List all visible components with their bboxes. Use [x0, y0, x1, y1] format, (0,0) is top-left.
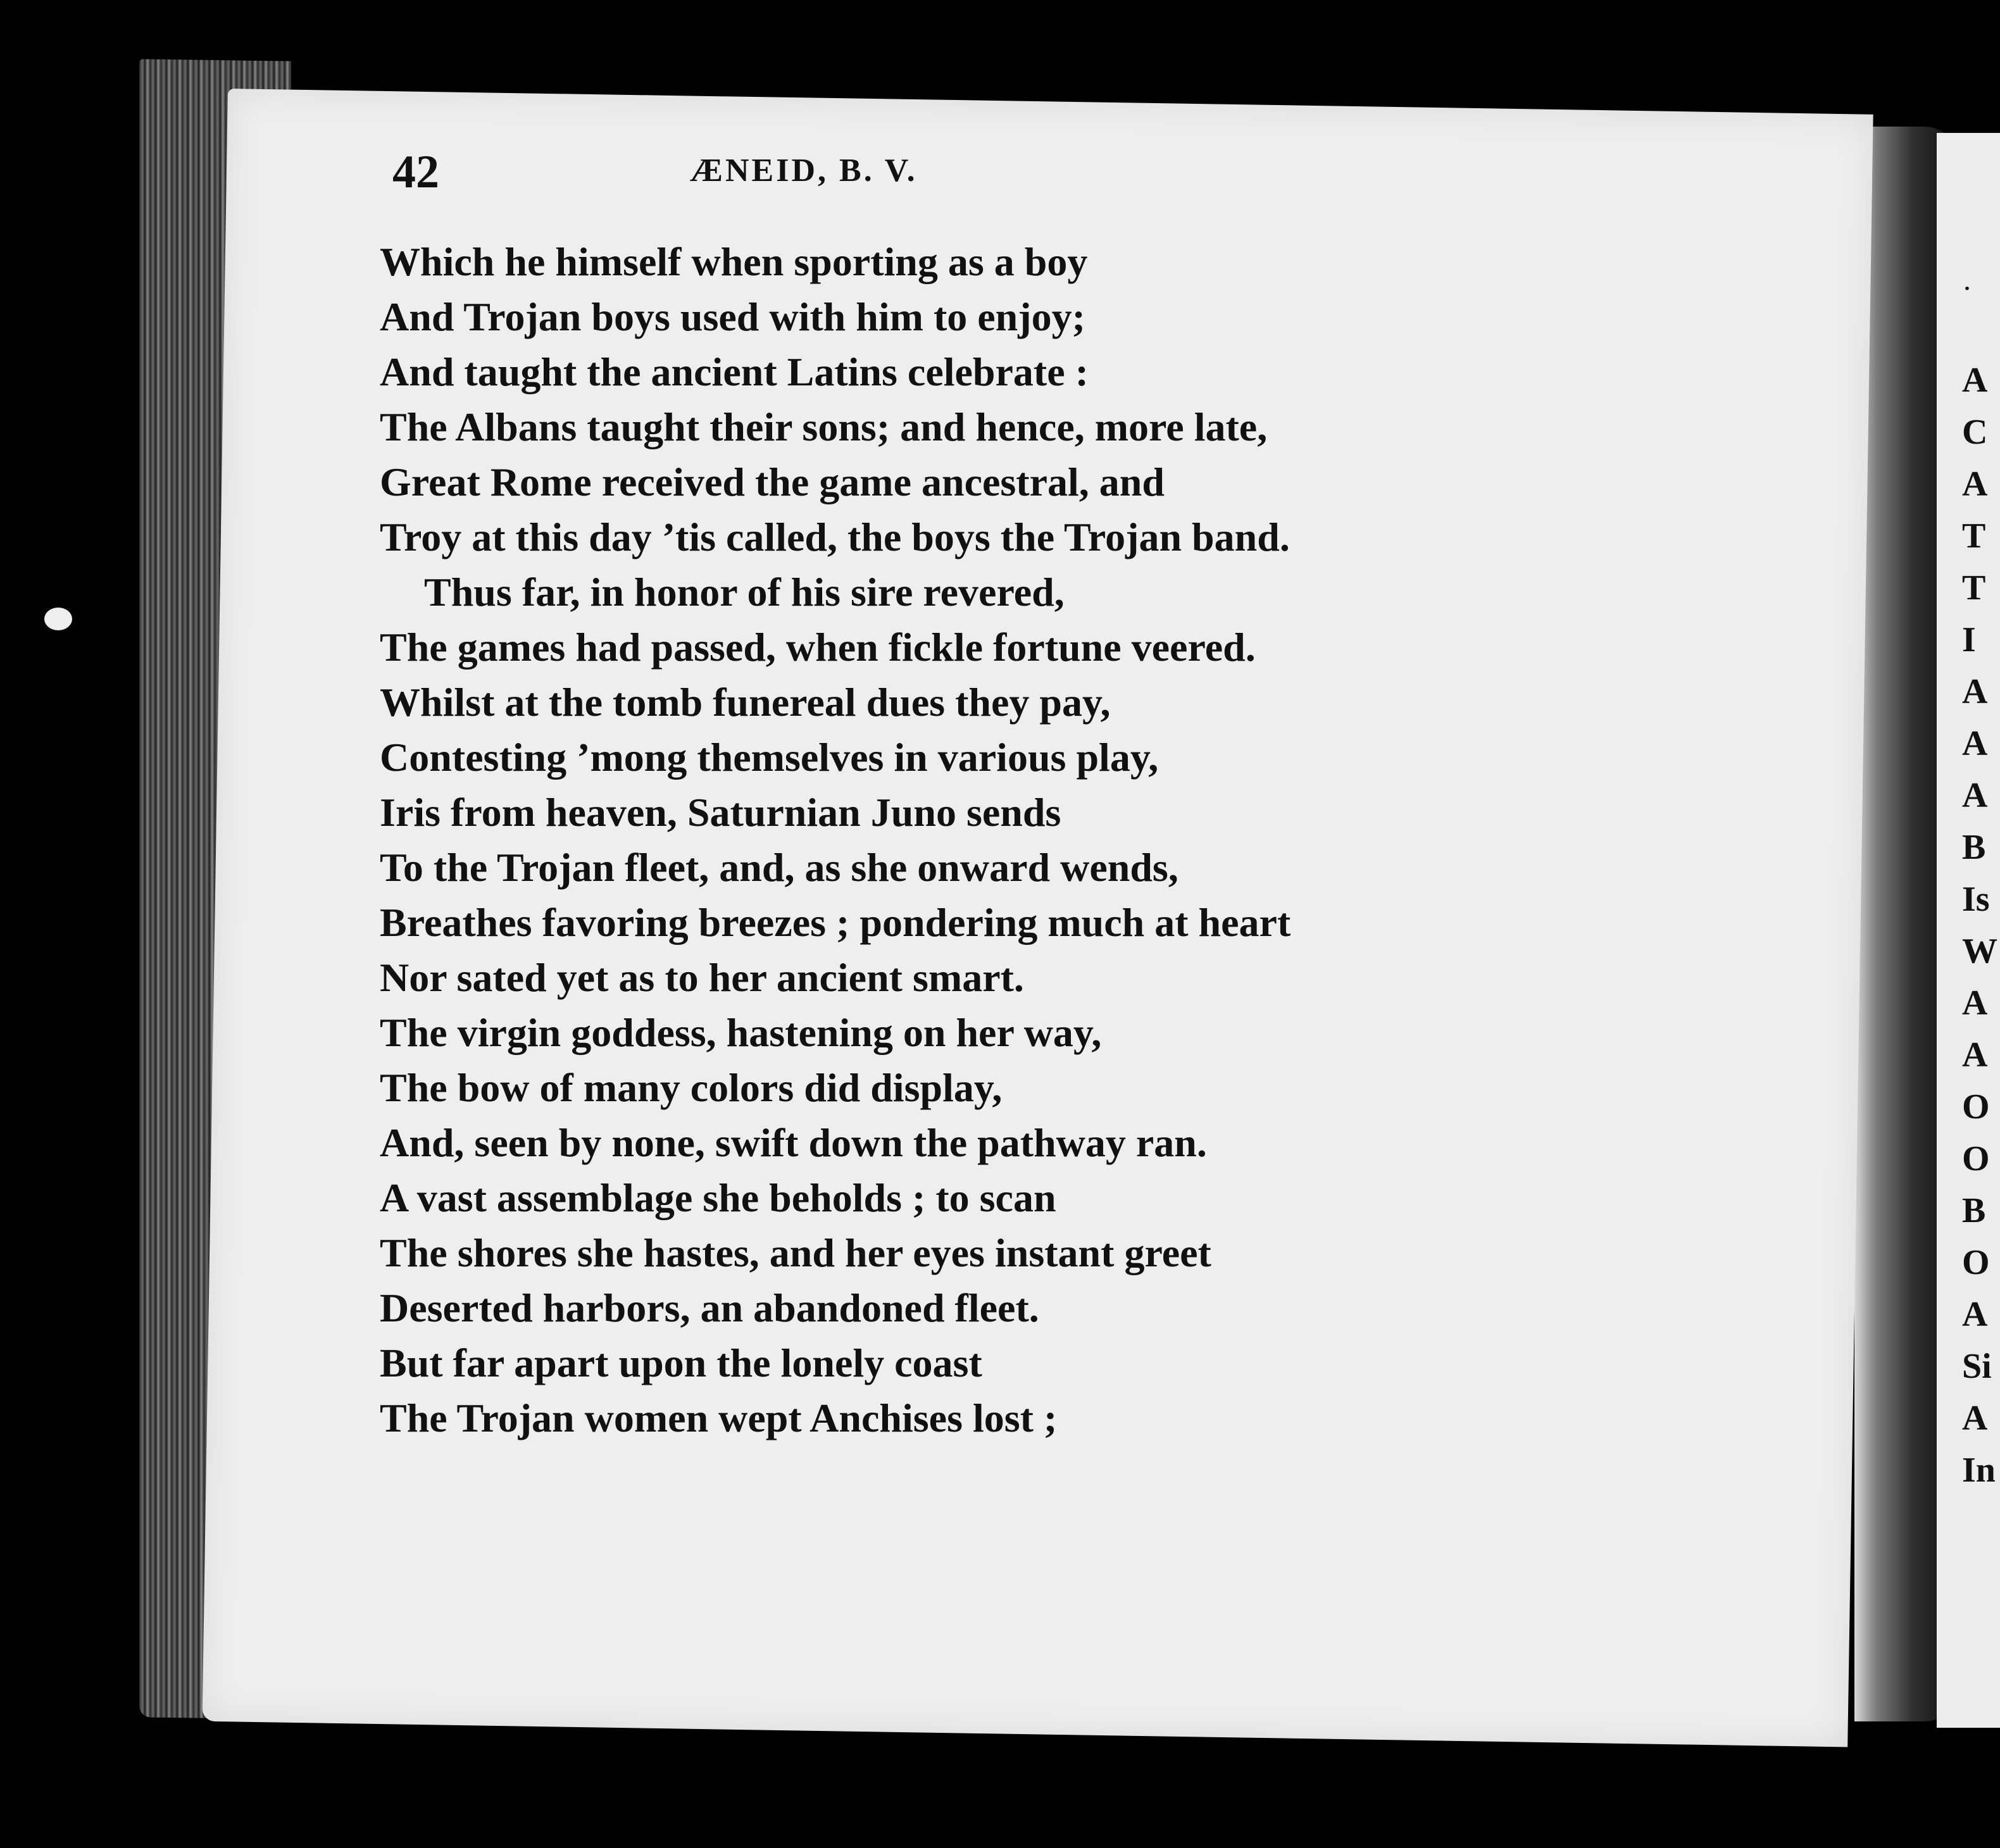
verse-line: Contesting ’mong themselves in various play, [380, 735, 1159, 780]
verse-line: Deserted harbors, an abandoned fleet. [380, 1285, 1039, 1330]
verse-line: The Albans taught their sons; and hence, more late, [380, 404, 1268, 449]
verse-line: The games had passed, when fickle fortune veered. [380, 625, 1256, 670]
verse-line: Iris from heaven, Saturnian Juno sends [380, 790, 1061, 835]
verse-line: Thus far, in honor of his sire revered, [424, 570, 1065, 615]
verse-line: The shores she hastes, and her eyes instant greet [380, 1230, 1211, 1275]
verse-line: And taught the ancient Latins celebrate : [380, 349, 1089, 394]
verse-line: Which he himself when sporting as a boy [380, 239, 1088, 284]
verse-line: And Trojan boys used with him to enjoy; [380, 294, 1085, 339]
page-number: 42 [392, 146, 439, 198]
facing-page-mark: . [1963, 263, 1971, 297]
verse-line: Breathes favoring breezes ; pondering much at heart [380, 900, 1291, 945]
verse-line: Nor sated yet as to her ancient smart. [380, 955, 1024, 1000]
verse-line: The Trojan women wept Anchises lost ; [380, 1395, 1058, 1440]
verse-line: A vast assemblage she beholds ; to scan [380, 1175, 1056, 1220]
verse-text [380, 234, 1582, 1445]
verse-line: Great Rome received the game ancestral, and [380, 459, 1165, 504]
verse-line: To the Trojan fleet, and, as she onward wends, [380, 845, 1178, 890]
verse-line: Troy at this day ’tis called, the boys the Trojan band. [380, 515, 1290, 559]
verse-line: And, seen by none, swift down the pathway ran. [380, 1120, 1207, 1165]
scan-speck [44, 608, 72, 630]
running-head: ÆNEID, B. V. [690, 153, 918, 189]
verse-line: But far apart upon the lonely coast [380, 1340, 982, 1385]
verse-line: The bow of many colors did display, [380, 1065, 1003, 1110]
facing-page-line-starts: A C A T T I A A A B Is W A A O O B O A Si A In [1962, 361, 1997, 1490]
verse-line: Whilst at the tomb funereal dues they pay, [380, 680, 1111, 725]
verse-line: The virgin goddess, hastening on her way, [380, 1010, 1102, 1055]
